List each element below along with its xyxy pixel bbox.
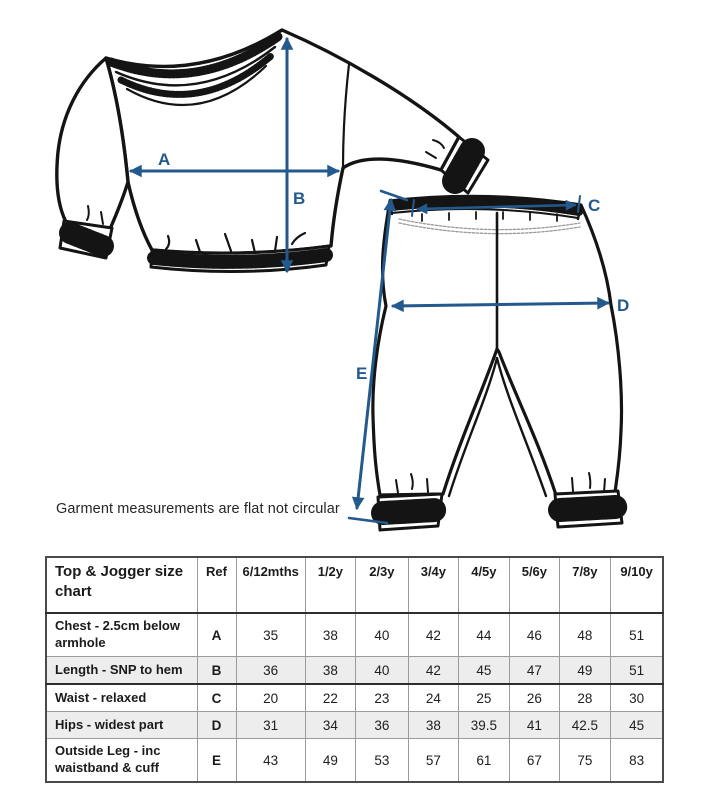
table-title: Top & Jogger size chart — [46, 557, 197, 613]
value-cell: 49 — [305, 739, 355, 783]
column-header: Ref — [197, 557, 236, 613]
row-ref: E — [197, 739, 236, 783]
value-cell: 24 — [408, 684, 458, 712]
value-cell: 31 — [236, 712, 305, 739]
value-cell: 22 — [305, 684, 355, 712]
value-cell: 41 — [509, 712, 559, 739]
size-chart-body — [46, 557, 663, 782]
value-cell: 67 — [509, 739, 559, 783]
value-cell: 53 — [355, 739, 408, 783]
value-cell: 35 — [236, 613, 305, 657]
value-cell: 45 — [458, 657, 509, 685]
value-cell: 47 — [509, 657, 559, 685]
value-cell: 46 — [509, 613, 559, 657]
value-cell: 34 — [305, 712, 355, 739]
value-cell: 51 — [610, 613, 663, 657]
value-cell: 28 — [559, 684, 610, 712]
value-cell: 43 — [236, 739, 305, 783]
column-header: 5/6y — [509, 557, 559, 613]
value-cell: 45 — [610, 712, 663, 739]
table-row — [46, 739, 663, 783]
size-chart-table — [45, 556, 664, 783]
value-cell: 40 — [355, 657, 408, 685]
value-cell: 26 — [509, 684, 559, 712]
value-cell: 61 — [458, 739, 509, 783]
value-cell: 42.5 — [559, 712, 610, 739]
value-cell: 36 — [236, 657, 305, 685]
value-cell: 25 — [458, 684, 509, 712]
row-label: Hips - widest part — [46, 712, 197, 739]
value-cell: 42 — [408, 657, 458, 685]
value-cell: 20 — [236, 684, 305, 712]
measure-label-a: A — [158, 150, 171, 169]
column-header: 7/8y — [559, 557, 610, 613]
table-row — [46, 684, 663, 712]
value-cell: 49 — [559, 657, 610, 685]
value-cell: 38 — [305, 657, 355, 685]
column-header: 3/4y — [408, 557, 458, 613]
row-label: Outside Leg - inc waistband & cuff — [46, 739, 197, 783]
table-row — [46, 613, 663, 657]
table-header-row — [46, 557, 663, 613]
value-cell: 39.5 — [458, 712, 509, 739]
value-cell: 75 — [559, 739, 610, 783]
column-header: 2/3y — [355, 557, 408, 613]
value-cell: 38 — [408, 712, 458, 739]
table-row — [46, 657, 663, 685]
value-cell: 36 — [355, 712, 408, 739]
measure-label-e: E — [356, 364, 368, 383]
column-header: 4/5y — [458, 557, 509, 613]
value-cell: 83 — [610, 739, 663, 783]
table-row — [46, 712, 663, 739]
column-header: 1/2y — [305, 557, 355, 613]
measure-label-d: D — [617, 296, 630, 315]
row-ref: D — [197, 712, 236, 739]
value-cell: 40 — [355, 613, 408, 657]
value-cell: 23 — [355, 684, 408, 712]
row-ref: A — [197, 613, 236, 657]
value-cell: 30 — [610, 684, 663, 712]
value-cell: 48 — [559, 613, 610, 657]
value-cell: 38 — [305, 613, 355, 657]
flat-measure-note: Garment measurements are flat not circular — [56, 501, 340, 517]
joggers-drawing — [373, 196, 622, 530]
value-cell: 51 — [610, 657, 663, 685]
row-ref: C — [197, 684, 236, 712]
row-label: Chest - 2.5cm below armhole — [46, 613, 197, 657]
column-header: 6/12mths — [236, 557, 305, 613]
row-label: Length - SNP to hem — [46, 657, 197, 685]
row-ref: B — [197, 657, 236, 685]
measure-label-b: B — [293, 189, 306, 208]
measure-label-c: C — [588, 196, 601, 215]
value-cell: 44 — [458, 613, 509, 657]
value-cell: 57 — [408, 739, 458, 783]
value-cell: 42 — [408, 613, 458, 657]
row-label: Waist - relaxed — [46, 684, 197, 712]
column-header: 9/10y — [610, 557, 663, 613]
